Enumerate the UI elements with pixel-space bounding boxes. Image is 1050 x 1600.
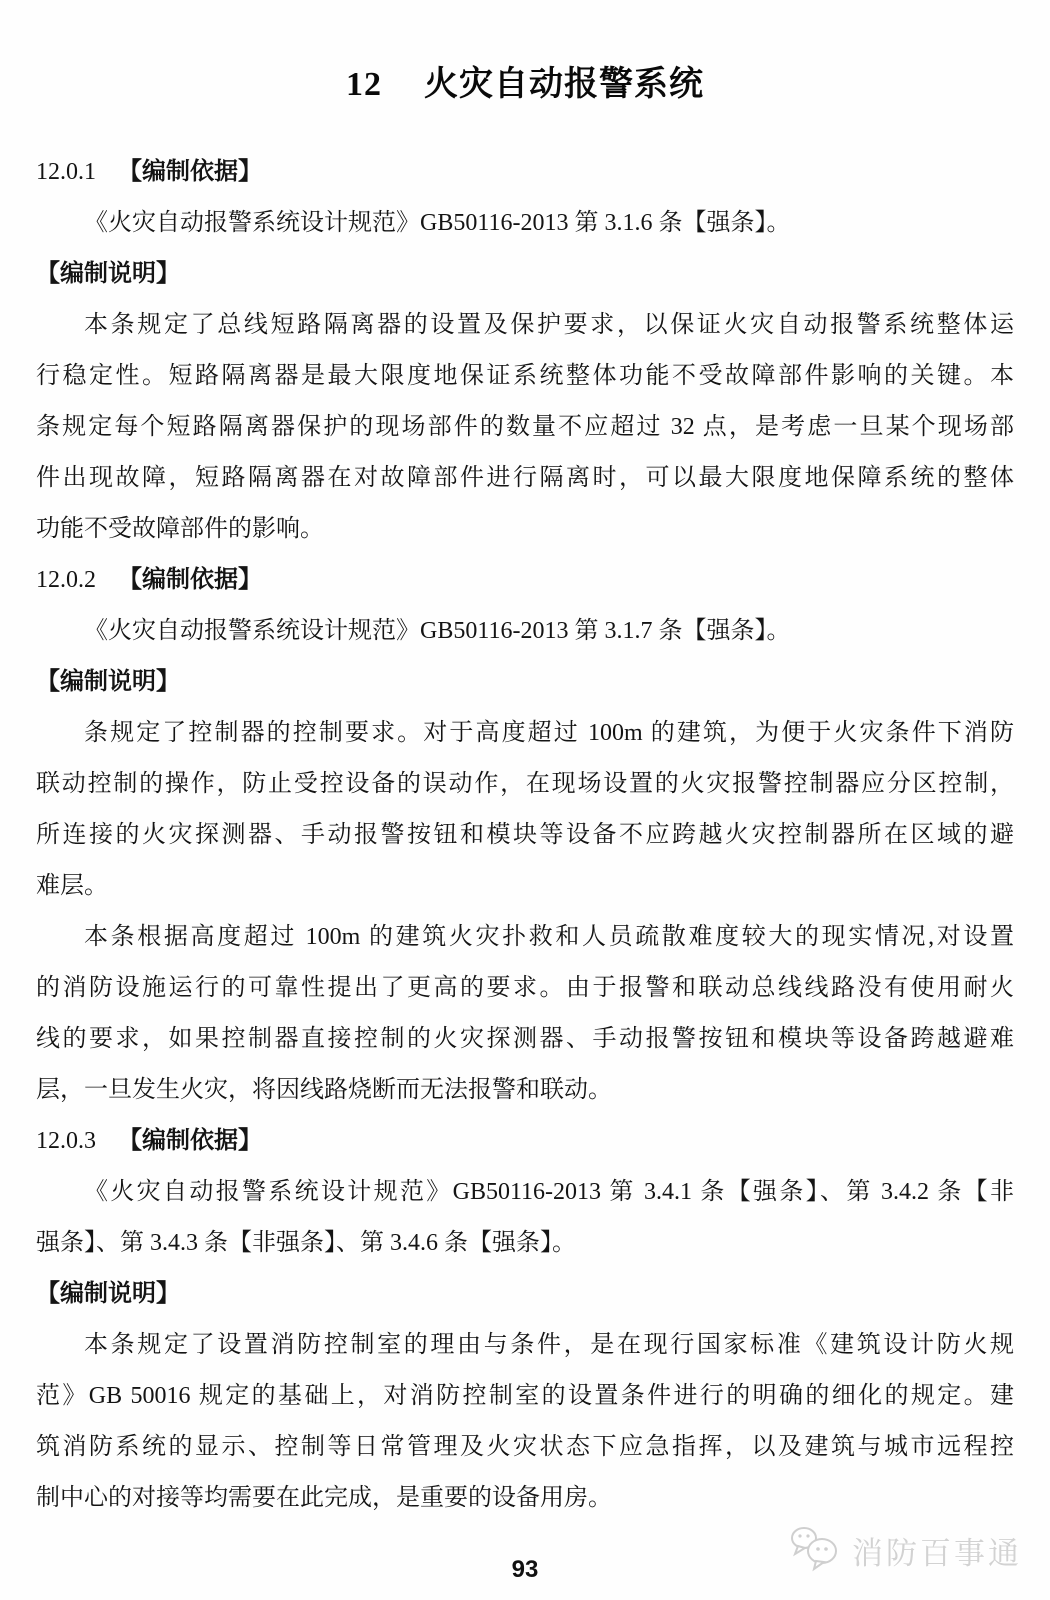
text-line: 所连接的火灾探测器、手动报警按钮和模块等设备不应跨越火灾控制器所在区域的避: [36, 822, 1014, 848]
text-line: 功能不受故障部件的影响。: [36, 516, 324, 542]
text-line: 条规定了控制器的控制要求。对于高度超过 100m 的建筑，为便于火灾条件下消防: [84, 720, 1014, 746]
text-line: 件出现故障，短路隔离器在对故障部件进行隔离时，可以最大限度地保障系统的整体: [36, 465, 1014, 491]
chapter-title: [0, 0, 1050, 105]
section-label: 【编制说明】: [36, 1281, 180, 1307]
chapter-number: 12: [346, 66, 382, 103]
section-heading: [36, 555, 1014, 606]
text-line: 的消防设施运行的可靠性提出了更高的要求。由于报警和联动总线线路没有使用耐火: [36, 975, 1014, 1001]
section-heading-label: 【编制依据】: [118, 567, 262, 593]
page-number: 93: [511, 1556, 539, 1583]
text-line: 强条】、第 3.4.3 条【非强条】、第 3.4.6 条【强条】。: [36, 1230, 576, 1256]
text-line: 层，一旦发生火灾，将因线路烧断而无法报警和联动。: [36, 1077, 612, 1103]
text-line: 本条规定了设置消防控制室的理由与条件，是在现行国家标准《建筑设计防火规: [84, 1332, 1014, 1358]
section-heading-label: 【编制依据】: [118, 1128, 262, 1154]
section-label: 【编制说明】: [36, 261, 180, 287]
text-line: 难层。: [36, 873, 108, 899]
section-number: 12.0.3: [36, 1128, 96, 1154]
chapter-name: 火灾自动报警系统: [424, 66, 704, 103]
text-line: 行稳定性。短路隔离器是最大限度地保证系统整体功能不受故障部件影响的关键。本: [36, 363, 1014, 389]
section-heading-label: 【编制依据】: [118, 159, 262, 185]
section-number: 12.0.2: [36, 567, 96, 593]
text-line: 制中心的对接等均需要在此完成，是重要的设备用房。: [36, 1485, 612, 1511]
text-line: 《火灾自动报警系统设计规范》GB50116-2013 第 3.1.6 条【强条】。: [84, 210, 791, 236]
text-line: 筑消防系统的显示、控制等日常管理及火灾状态下应急指挥，以及建筑与城市远程控: [36, 1434, 1014, 1460]
text-line: 联动控制的操作，防止受控设备的误动作，在现场设置的火灾报警控制器应分区控制，: [36, 771, 1014, 797]
section-number: 12.0.1: [36, 159, 96, 185]
text-line: 条规定每个短路隔离器保护的现场部件的数量不应超过 32 点，是考虑一旦某个现场部: [36, 414, 1014, 440]
section-label: 【编制说明】: [36, 669, 180, 695]
document-body: [0, 147, 1050, 1524]
text-line: 《火灾自动报警系统设计规范》GB50116-2013 第 3.1.7 条【强条】。: [84, 618, 791, 644]
text-line: 范》GB 50016 规定的基础上，对消防控制室的设置条件进行的明确的细化的规定。建: [36, 1383, 1014, 1409]
section-heading: [36, 147, 1014, 198]
text-line: 《火灾自动报警系统设计规范》GB50116-2013 第 3.4.1 条【强条】、第 3.4.2 条【非: [84, 1179, 1014, 1205]
text-line: 本条规定了总线短路隔离器的设置及保护要求，以保证火灾自动报警系统整体运: [84, 312, 1014, 338]
watermark-text: 消防百事通: [852, 1536, 1022, 1571]
text-line: 本条根据高度超过 100m 的建筑火灾扑救和人员疏散难度较大的现实情况,对设置: [84, 924, 1014, 950]
section-heading: [36, 1116, 1014, 1167]
text-line: 线的要求，如果控制器直接控制的火灾探测器、手动报警按钮和模块等设备跨越避难: [36, 1026, 1014, 1052]
